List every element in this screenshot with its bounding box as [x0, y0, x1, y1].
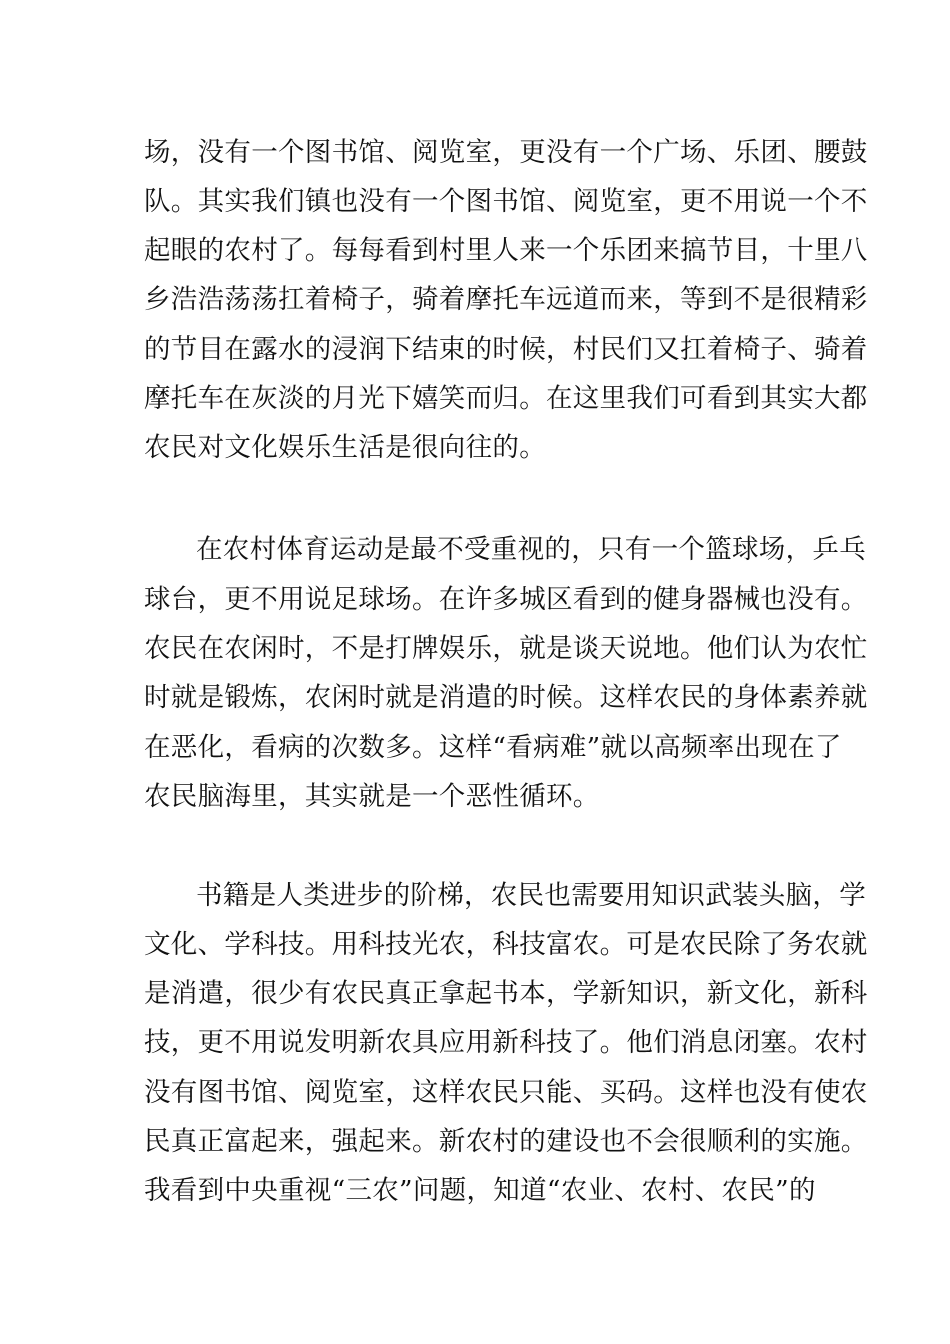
text-line: 时就是锻炼，农闲时就是消遣的时候。这样农民的身体素养就: [144, 682, 868, 713]
text-line: 起眼的农村了。每每看到村里人来一个乐团来搞节目，十里八: [144, 235, 868, 266]
text-line: 农民脑海里，其实就是一个恶性循环。: [144, 781, 600, 812]
text-line: 农民对文化娱乐生活是很向往的。: [144, 432, 546, 463]
text-line: 在恶化，看病的次数多。这样“看病难”就以高频率出现在了: [144, 732, 842, 763]
text-line: 文化、学科技。用科技光农，科技富农。可是农民除了务农就: [144, 929, 868, 960]
text-line: 没有图书馆、阅览室，这样农民只能、买码。这样也没有使农: [144, 1077, 868, 1108]
text-line: 的节目在露水的浸润下结束的时候，村民们又扛着椅子、骑着: [144, 334, 868, 365]
text-line: 球台，更不用说足球场。在许多城区看到的健身器械也没有。: [144, 584, 868, 615]
text-line: 技，更不用说发明新农具应用新科技了。他们消息闭塞。农村: [144, 1027, 868, 1058]
text-line: 场，没有一个图书馆、阅览室，更没有一个广场、乐团、腰鼓: [144, 137, 868, 168]
text-line: 我看到中央重视“三农”问题，知道“农业、农村、农民”的: [144, 1175, 816, 1206]
text-line: 乡浩浩荡荡扛着椅子，骑着摩托车远道而来，等到不是很精彩: [144, 284, 868, 315]
text-line: 民真正富起来，强起来。新农村的建设也不会很顺利的实施。: [144, 1126, 868, 1157]
text-line: 队。其实我们镇也没有一个图书馆、阅览室，更不用说一个不: [144, 186, 868, 217]
text-line: 是消遣，很少有农民真正拿起书本，学新知识，新文化，新科: [144, 978, 868, 1009]
text-line: 在农村体育运动是最不受重视的，只有一个篮球场，乒乓: [196, 534, 866, 565]
text-line: 摩托车在灰淡的月光下嬉笑而归。在这里我们可看到其实大都: [144, 383, 868, 414]
text-line: 农民在农闲时，不是打牌娱乐，就是谈天说地。他们认为农忙: [144, 633, 868, 664]
text-line: 书籍是人类进步的阶梯，农民也需要用知识武装头脑，学: [196, 880, 866, 911]
